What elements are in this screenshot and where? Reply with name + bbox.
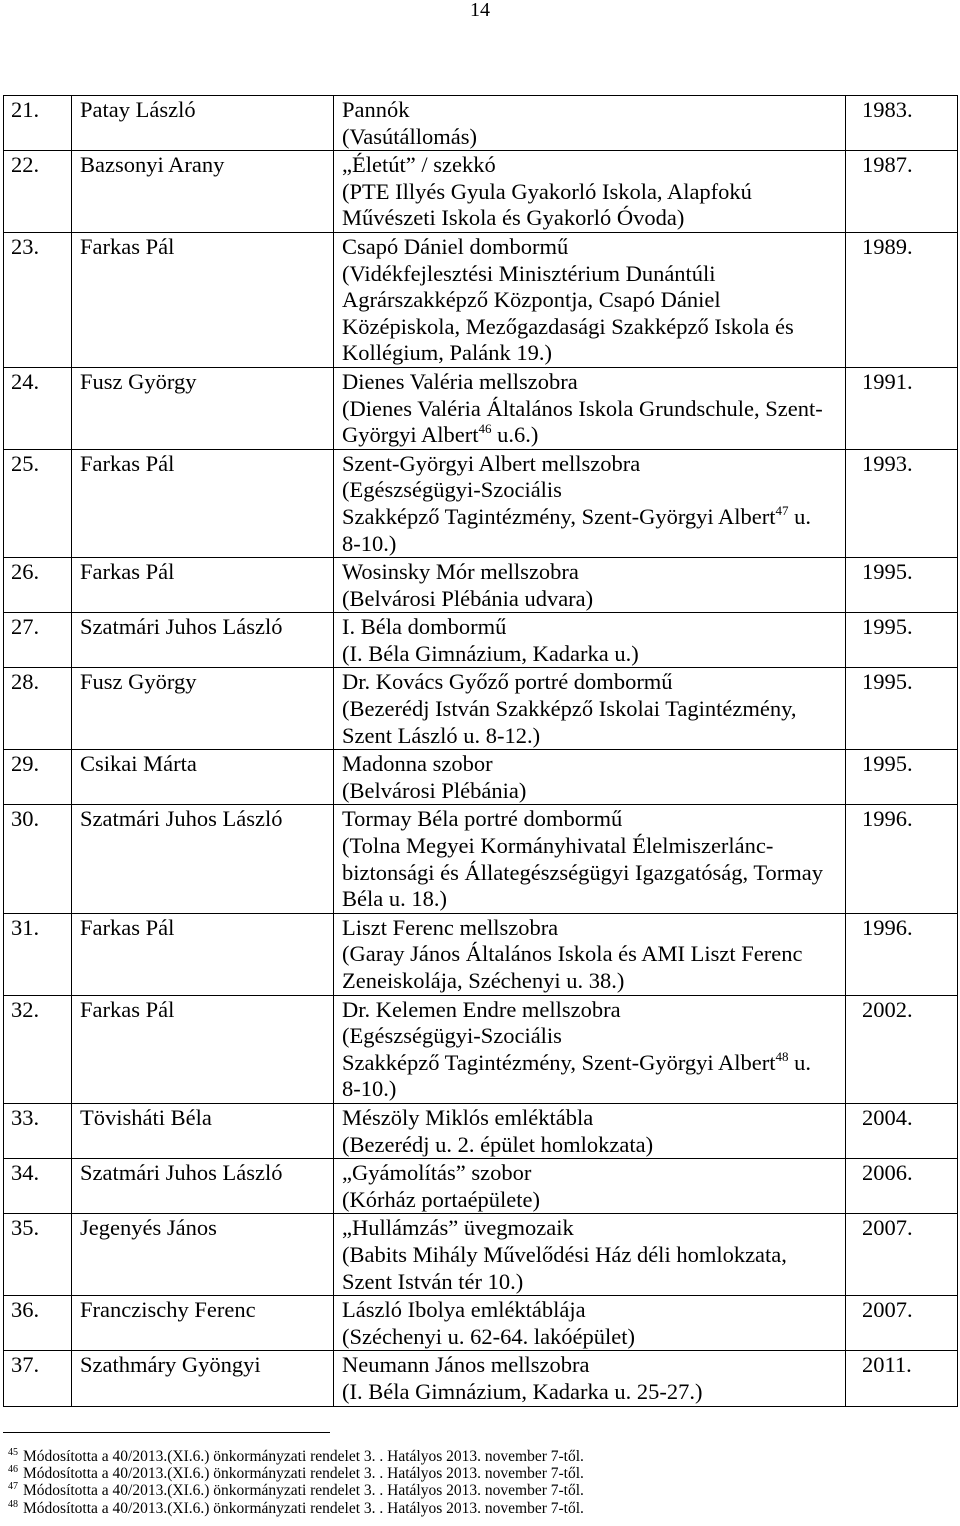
row-number: 33. (4, 1103, 72, 1158)
footnote (8, 1465, 948, 1482)
row-number: 30. (4, 805, 72, 913)
row-number: 23. (4, 232, 72, 367)
work-line: Agrárszakképző Központja, Csapó Dániel (342, 287, 721, 313)
work-line: Pannók (342, 97, 410, 122)
work-line: Madonna szobor (342, 751, 493, 777)
work-line: „Hullámzás” üvegmozaik (342, 1215, 574, 1241)
work-description (334, 96, 846, 151)
year: 1996. (846, 805, 958, 913)
work-line: Szent-Györgyi Albert mellszobra (342, 450, 641, 476)
work-description (334, 1351, 846, 1406)
work-line: (I. Béla Gimnázium, Kadarka u.) (342, 640, 639, 666)
table-row (4, 913, 958, 995)
artist-name: Szatmári Juhos László (72, 805, 334, 913)
table-row (4, 1159, 958, 1214)
table-row (4, 367, 958, 449)
work-line: (Dienes Valéria Általános Iskola Grundschule, Szent- (342, 395, 823, 421)
artist-name: Fusz György (72, 367, 334, 449)
footnote-number: 46 (8, 1464, 18, 1476)
work-line: (Egészségügyi-Szociális (342, 1023, 562, 1049)
footnote-reference: 47 (775, 502, 789, 518)
table-row (4, 151, 958, 233)
work-description (334, 668, 846, 750)
year: 1991. (846, 367, 958, 449)
year: 1996. (846, 913, 958, 995)
work-description (334, 558, 846, 613)
row-number: 29. (4, 750, 72, 805)
artist-name: Franczischy Ferenc (72, 1296, 334, 1351)
table-row (4, 232, 958, 367)
work-line: Művészeti Iskola és Gyakorló Óvoda) (342, 205, 685, 231)
row-number: 26. (4, 558, 72, 613)
footnotes (8, 1448, 948, 1517)
work-line: (Garay János Általános Iskola és AMI Liszt Ferenc (342, 941, 803, 967)
row-number: 28. (4, 668, 72, 750)
table-row (4, 1351, 958, 1406)
table-row (4, 668, 958, 750)
artist-name: Farkas Pál (72, 232, 334, 367)
table-row (4, 805, 958, 913)
footnote (8, 1482, 948, 1499)
row-number: 22. (4, 151, 72, 233)
row-number: 32. (4, 995, 72, 1103)
work-line: Középiskola, Mezőgazdasági Szakképző Iskola és (342, 313, 794, 339)
year: 1993. (846, 449, 958, 557)
work-line-text: Györgyi Albert (342, 422, 479, 448)
row-number: 31. (4, 913, 72, 995)
work-description (334, 1159, 846, 1214)
footnote-text: Módosította a 40/2013.(XI.6.) önkormányzati rendelet 3. . Hatályos 2013. november 7-től. (23, 1465, 584, 1483)
work-line: Csapó Dániel dombormű (342, 233, 569, 259)
work-description (334, 995, 846, 1103)
table-row (4, 558, 958, 613)
work-line: Wosinsky Mór mellszobra (342, 559, 579, 585)
year: 2004. (846, 1103, 958, 1158)
year: 2002. (846, 995, 958, 1103)
work-line: „Életút” / szekkó (342, 152, 496, 178)
work-description (334, 1214, 846, 1296)
footnote-separator (3, 1432, 330, 1433)
work-description (334, 232, 846, 367)
work-line: Liszt Ferenc mellszobra (342, 914, 559, 940)
work-line: Szent László u. 8-12.) (342, 722, 541, 748)
work-line: (PTE Illyés Gyula Gyakorló Iskola, Alapfokú (342, 178, 752, 204)
row-number: 37. (4, 1351, 72, 1406)
table-row (4, 613, 958, 668)
row-number: 35. (4, 1214, 72, 1296)
work-description (334, 449, 846, 557)
work-line: (Tolna Megyei Kormányhivatal Élelmiszerlánc- (342, 833, 774, 859)
work-description (334, 151, 846, 233)
work-line: (Egészségügyi-Szociális (342, 477, 562, 503)
work-line: (I. Béla Gimnázium, Kadarka u. 25-27.) (342, 1378, 703, 1404)
work-description (334, 367, 846, 449)
work-line-text: u. (788, 1049, 812, 1075)
work-line: Neumann János mellszobra (342, 1352, 590, 1378)
work-line: Béla u. 18.) (342, 886, 447, 912)
work-line: Mészöly Miklós emléktábla (342, 1104, 594, 1130)
row-number: 25. (4, 449, 72, 557)
row-number: 36. (4, 1296, 72, 1351)
artist-name: Farkas Pál (72, 558, 334, 613)
artworks-table-body (4, 96, 958, 1407)
artworks-table (3, 95, 958, 1407)
table-row (4, 1296, 958, 1351)
work-line: (Babits Mihály Művelődési Ház déli homlokzata, (342, 1241, 787, 1267)
work-line: biztonsági és Állategészségügyi Igazgatóság, Tormay (342, 859, 823, 885)
footnote (8, 1448, 948, 1465)
artist-name: Szatmári Juhos László (72, 1159, 334, 1214)
work-line-text: Szakképző Tagintézmény, Szent-Györgyi Albert (342, 1049, 776, 1075)
work-line: „Gyámolítás” szobor (342, 1160, 532, 1186)
table-row (4, 96, 958, 151)
year: 1989. (846, 232, 958, 367)
work-line: Szent István tér 10.) (342, 1268, 524, 1294)
work-line: (Bezerédj István Szakképző Iskolai Tagintézmény, (342, 696, 797, 722)
artist-name: Bazsonyi Arany (72, 151, 334, 233)
work-line: Dr. Kelemen Endre mellszobra (342, 996, 621, 1022)
work-line: 8-10.) (342, 1076, 397, 1102)
work-line: (Belvárosi Plébánia udvara) (342, 585, 594, 611)
artist-name: Farkas Pál (72, 449, 334, 557)
footnote-text: Módosította a 40/2013.(XI.6.) önkormányzati rendelet 3. . Hatályos 2013. november 7-től. (23, 1448, 584, 1465)
work-line-text: u. (788, 503, 812, 529)
work-line: László Ibolya emléktáblája (342, 1297, 586, 1323)
row-number: 27. (4, 613, 72, 668)
work-line: Dienes Valéria mellszobra (342, 368, 578, 394)
row-number: 21. (4, 96, 72, 151)
year: 1995. (846, 558, 958, 613)
artist-name: Tövisháti Béla (72, 1103, 334, 1158)
year: 2006. (846, 1159, 958, 1214)
work-line: (Vasútállomás) (342, 123, 477, 149)
work-line: (Belvárosi Plébánia) (342, 777, 527, 803)
year: 1995. (846, 750, 958, 805)
artist-name: Patay László (72, 96, 334, 151)
work-line (342, 422, 845, 449)
work-description (334, 613, 846, 668)
year: 2007. (846, 1214, 958, 1296)
work-line-text: Szakképző Tagintézmény, Szent-Györgyi Albert (342, 503, 776, 529)
year: 1995. (846, 668, 958, 750)
work-description (334, 1103, 846, 1158)
artist-name: Fusz György (72, 668, 334, 750)
work-line (342, 504, 845, 531)
table-row (4, 1214, 958, 1296)
artist-name: Farkas Pál (72, 995, 334, 1103)
footnote (8, 1500, 948, 1517)
work-line: Dr. Kovács Győző portré dombormű (342, 669, 673, 695)
table-row (4, 1103, 958, 1158)
work-line: I. Béla dombormű (342, 614, 507, 640)
year: 1987. (846, 151, 958, 233)
work-line-text: u.6.) (491, 422, 539, 448)
work-line: Kollégium, Palánk 19.) (342, 340, 552, 366)
year: 1983. (846, 96, 958, 151)
work-description (334, 913, 846, 995)
work-line: (Kórház portaépülete) (342, 1186, 541, 1212)
year: 2007. (846, 1296, 958, 1351)
page-number: 14 (470, 0, 490, 21)
artist-name: Farkas Pál (72, 913, 334, 995)
table-row (4, 449, 958, 557)
work-description (334, 750, 846, 805)
artist-name: Szathmáry Gyöngyi (72, 1351, 334, 1406)
work-line: (Bezerédj u. 2. épület homlokzata) (342, 1131, 654, 1157)
footnote-text: Módosította a 40/2013.(XI.6.) önkormányzati rendelet 3. . Hatályos 2013. november 7-től. (23, 1499, 584, 1517)
artist-name: Jegenyés János (72, 1214, 334, 1296)
work-line: Zeneiskolája, Széchenyi u. 38.) (342, 968, 625, 993)
footnote-number: 48 (8, 1498, 18, 1510)
table-row (4, 750, 958, 805)
work-description (334, 805, 846, 913)
footnote-reference: 46 (478, 421, 492, 437)
year: 2011. (846, 1351, 958, 1406)
artist-name: Csikai Márta (72, 750, 334, 805)
work-description (334, 1296, 846, 1351)
year: 1995. (846, 613, 958, 668)
work-line (342, 1050, 845, 1077)
footnote-number: 47 (8, 1481, 18, 1493)
table-row (4, 995, 958, 1103)
footnote-number: 45 (8, 1447, 18, 1458)
work-line: Tormay Béla portré dombormű (342, 806, 623, 832)
artist-name: Szatmári Juhos László (72, 613, 334, 668)
row-number: 34. (4, 1159, 72, 1214)
footnote-text: Módosította a 40/2013.(XI.6.) önkormányzati rendelet 3. . Hatályos 2013. november 7-től. (23, 1482, 584, 1500)
footnote-reference: 48 (775, 1048, 789, 1064)
work-line: (Vidékfejlesztési Minisztérium Dunántúli (342, 260, 716, 286)
row-number: 24. (4, 367, 72, 449)
work-line: 8-10.) (342, 530, 397, 556)
work-line: (Széchenyi u. 62-64. lakóépület) (342, 1323, 636, 1349)
